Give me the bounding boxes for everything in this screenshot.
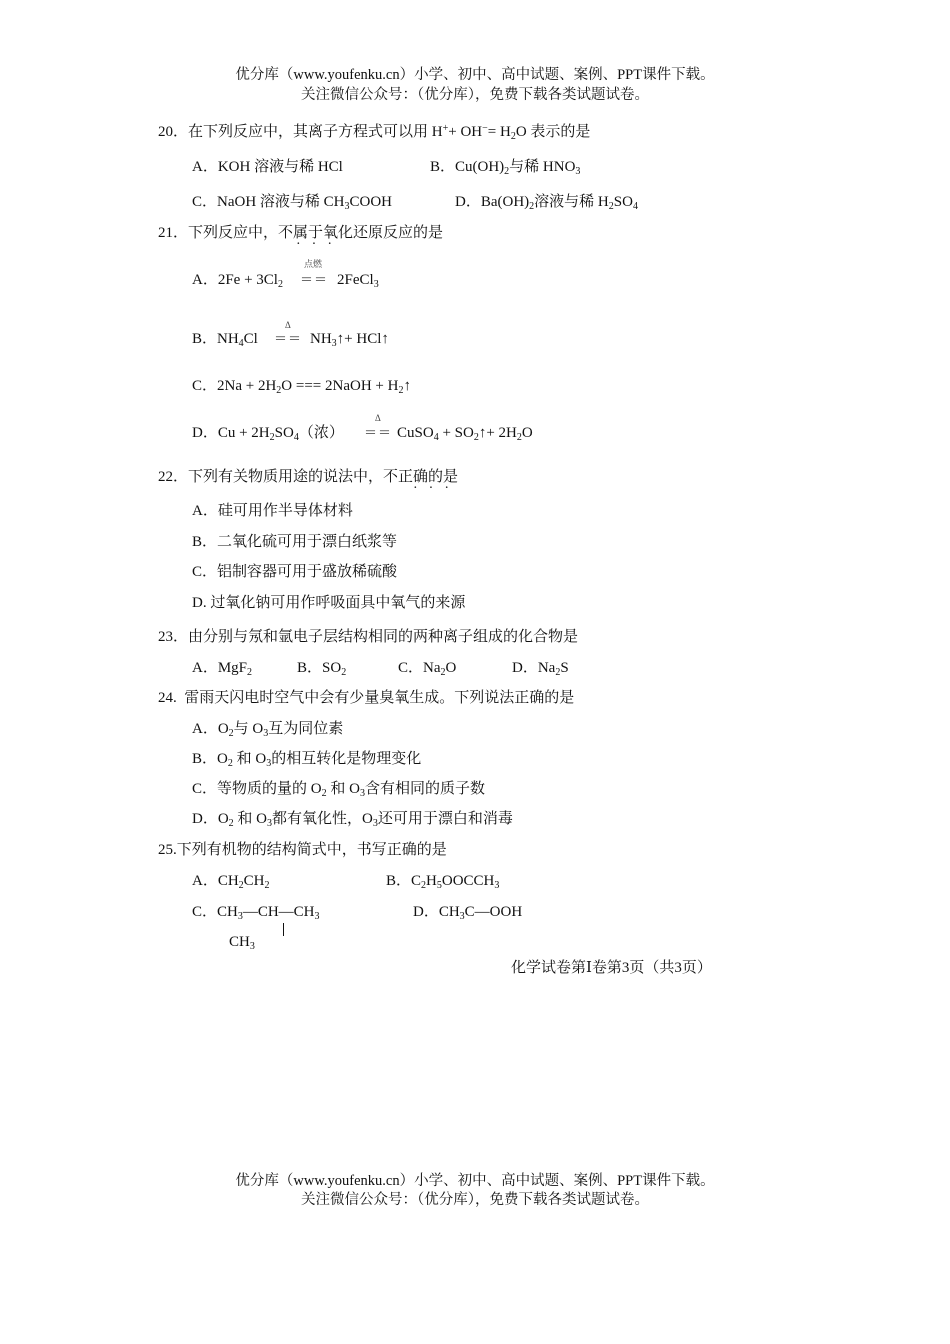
- q21-option-d-right: CuSO$_4$ + $SO_2↑+ 2H_2O$: [397, 425, 533, 443]
- q25-c-branch-bond: [283, 923, 284, 936]
- q22-emphasis-dots: ···: [413, 481, 460, 496]
- q21-emphasis-dots: ···: [296, 237, 343, 252]
- q21-option-b-left: B．$NH_4Cl$: [192, 331, 258, 349]
- q21-d-equals: ＝＝: [364, 425, 393, 440]
- page-label: 化学试卷第Ⅰ卷第3页（共3页）: [511, 960, 712, 976]
- q25-option-a: A．$CH_2CH_2$: [192, 873, 270, 891]
- q25-stem: 25.下列有机物的结构简式中，书写正确的是: [158, 842, 447, 858]
- q22-option-d: D. 过氧化钠可用作呼吸面具中氧气的来源: [192, 595, 466, 611]
- q22-option-c: C．铝制容器可用于盛放稀硫酸: [192, 564, 398, 580]
- q23-stem: 23．由分别与氖和氩电子层结构相同的两种离子组成的化合物是: [158, 629, 579, 645]
- q25-option-d: D．$CH_3C—OOH$: [413, 904, 523, 922]
- q21-option-b-right: $NH_3↑+$ HCl↑: [310, 331, 389, 349]
- q21-option-a-right: 2FeCl$_3$: [337, 272, 379, 290]
- q24-option-b: B．$O_2$ 和 $O_3$的相互转化是物理变化: [192, 751, 422, 769]
- footer-line-1: 优分库（www.youfenku.cn）小学、初中、高中试题、案例、PPT课件下载。: [235, 1173, 715, 1189]
- header-line-2: 关注微信公众号：（优分库），免费下载各类试题试卷。: [301, 87, 649, 103]
- q23-option-a: A．MgF$_2$: [192, 660, 253, 678]
- q21-stem: 21．下列反应中，不属于氧化还原反应的是: [158, 225, 444, 241]
- q24-option-d: D．$O_2$ 和 $O_3$都有氧化性，$O_3$还可用于漂白和消毒: [192, 811, 513, 829]
- q24-option-c: C．等物质的量的 $O_2$ 和 $O_3$含有相同的质子数: [192, 781, 485, 799]
- q22-stem: 22．下列有关物质用途的说法中，不正确的是: [158, 469, 459, 485]
- q20-option-b: B．$Cu(OH)_2$与稀 $HNO_3$: [430, 159, 581, 177]
- q25-option-c-branch: $CH_3$: [229, 934, 255, 952]
- header-line-1: 优分库（www.youfenku.cn）小学、初中、高中试题、案例、PPT课件下载。: [235, 67, 715, 83]
- q21-a-equals: ＝＝: [300, 272, 329, 287]
- q24-stem: 24. 雷雨天闪电时空气中会有少量臭氧生成。下列说法正确的是: [158, 690, 575, 706]
- q21-b-equals: ＝＝: [274, 331, 303, 346]
- q23-option-d: D．$Na_2S$: [512, 660, 569, 678]
- q21-a-condition: 点燃: [304, 259, 323, 269]
- q21-option-a-left: A．$2Fe + 3Cl_2$: [192, 272, 283, 290]
- q20-stem: 20．在下列反应中，其离子方程式可以用 $H^++ OH^-= H_2O$ 表示的是: [158, 123, 591, 142]
- q21-option-d-left: D．$Cu + 2H_2SO_4$（浓）: [192, 425, 344, 443]
- q24-option-a: A．$O_2$与 $O_3$互为同位素: [192, 721, 344, 739]
- q22-option-b: B．二氧化硫可用于漂白纸浆等: [192, 534, 398, 550]
- footer-line-2: 关注微信公众号：（优分库），免费下载各类试题试卷。: [301, 1192, 649, 1208]
- q20-option-c: C．NaOH 溶液与稀 $CH_3COOH$: [192, 194, 393, 212]
- q21-option-c: C．$2Na + 2H_2O$ === 2NaOH + $H_2↑$: [192, 378, 411, 396]
- q21-d-condition: Δ: [375, 413, 381, 423]
- q21-b-condition: Δ: [285, 320, 291, 330]
- q25-option-c: C．$CH_3—CH—CH_3$: [192, 904, 320, 922]
- q25-option-b: B．$C_2H_5OOCCH_3$: [386, 873, 500, 891]
- q23-option-c: C．$Na_2O$: [398, 660, 457, 678]
- q20-option-a: A．KOH 溶液与稀 HCl: [192, 159, 343, 175]
- q20-option-d: D．$Ba(OH)_2$溶液与稀 $H_2SO_4$: [455, 194, 638, 212]
- q23-option-b: B．$SO_2$: [297, 660, 347, 678]
- q22-option-a: A．硅可用作半导体材料: [192, 503, 353, 519]
